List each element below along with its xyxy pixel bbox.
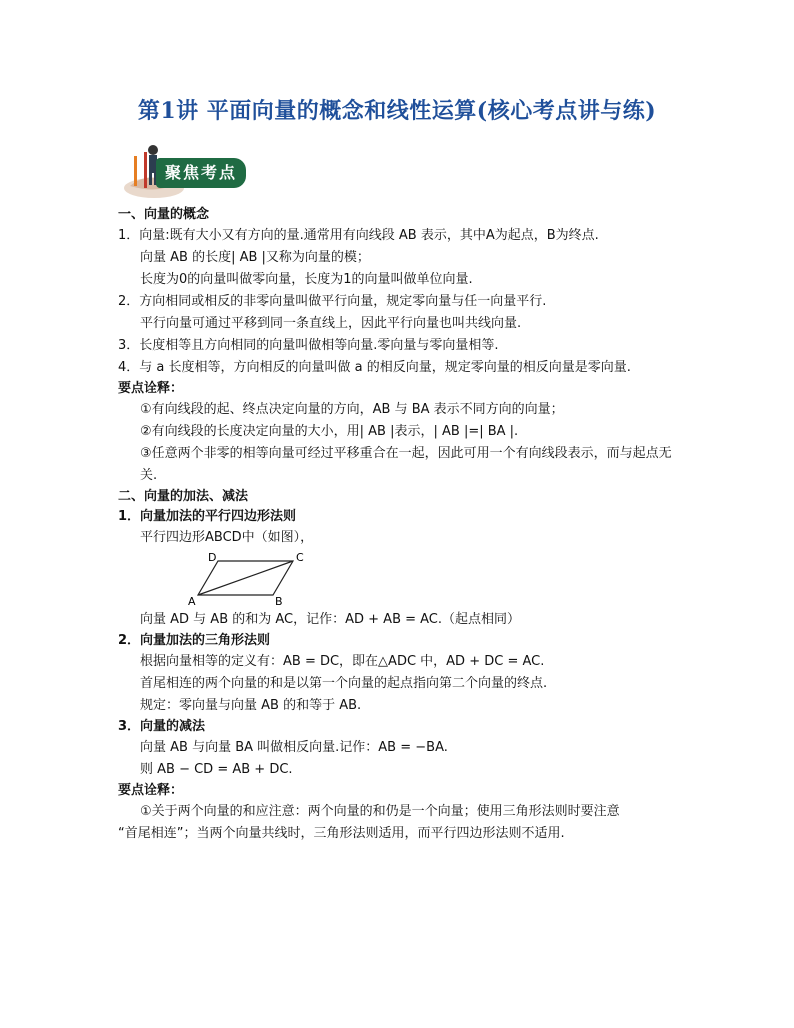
point-label-a: A [188, 595, 196, 607]
subsection-heading: 3．向量的减法 [118, 719, 206, 734]
paragraph: 根据向量相等的定义有：AB = DC，即在△ADC 中，AD + DC = AC. [140, 654, 545, 669]
section-heading: 二、向量的加法、减法 [118, 489, 249, 504]
note-item: ①关于两个向量的和应注意：两个向量的和仍是一个向量；使用三角形法则时要注意 [140, 804, 620, 819]
paragraph: 向量 AD 与 AB 的和为 AC，记作：AD + AB = AC.（起点相同） [140, 612, 521, 627]
paragraph: 向量 AB 的长度| AB |又称为向量的模； [140, 250, 370, 265]
paragraph: 长度为0的向量叫做零向量，长度为1的向量叫做单位向量. [140, 272, 473, 287]
parallelogram-diagram [178, 551, 318, 607]
paragraph: 1．向量:既有大小又有方向的量.通常用有向线段 AB 表示，其中A为起点，B为终点. [118, 228, 599, 243]
point-label-b: B [275, 595, 283, 607]
paragraph: 首尾相连的两个向量的和是以第一个向量的起点指向第二个向量的终点. [140, 676, 548, 691]
note-item: “首尾相连”；当两个向量共线时，三角形法则适用，而平行四边形法则不适用. [118, 826, 565, 841]
paragraph: 向量 AB 与向量 BA 叫做相反向量.记作：AB = −BA. [140, 740, 448, 755]
note-item: ③任意两个非零的相等向量可经过平移重合在一起，因此可用一个有向线段表示，而与起点无关. [140, 446, 672, 483]
paragraph: 2．方向相同或相反的非零向量叫做平行向量，规定零向量与任一向量平行. [118, 294, 547, 309]
note-item: ①有向线段的起、终点决定向量的方向，AB 与 BA 表示不同方向的向量； [140, 402, 564, 417]
point-label-c: C [296, 551, 304, 564]
notes-heading: 要点诠释： [118, 783, 184, 798]
parallelogram-figure [178, 551, 688, 607]
point-label-d: D [208, 551, 217, 564]
notes-heading: 要点诠释： [118, 381, 184, 396]
subsection-heading: 1．向量加法的平行四边形法则 [118, 509, 297, 524]
document-body [118, 205, 688, 845]
page-title: 第1讲 平面向量的概念和线性运算(核心考点讲与练) [137, 98, 657, 124]
paragraph: 规定：零向量与向量 AB 的和等于 AB. [140, 698, 362, 713]
section-heading: 一、向量的概念 [118, 207, 210, 222]
note-item: ②有向线段的长度决定向量的大小，用| AB |表示，| AB |=| BA |. [140, 424, 519, 439]
paragraph: 平行向量可通过平移到同一条直线上，因此平行向量也叫共线向量. [140, 316, 522, 331]
focus-badge-label: 聚焦考点 [156, 158, 246, 188]
paragraph: 4．与 a 长度相等，方向相反的向量叫做 a 的相反向量，规定零向量的相反向量是零向量. [118, 360, 631, 375]
paragraph: 则 AB − CD = AB + DC. [140, 762, 293, 777]
paragraph: 平行四边形ABCD中（如图）， [140, 530, 314, 545]
subsection-heading: 2．向量加法的三角形法则 [118, 633, 271, 648]
paragraph: 3．长度相等且方向相同的向量叫做相等向量.零向量与零向量相等. [118, 338, 499, 353]
